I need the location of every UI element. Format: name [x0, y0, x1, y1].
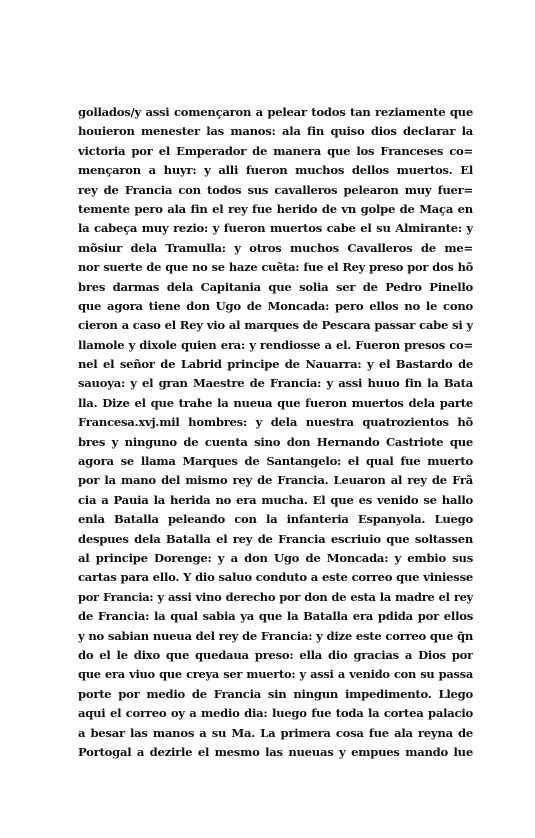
text-line: Portogal a dezirle el mesmo las nueuas y empues mando lue	[78, 744, 473, 759]
text-line: bres darmas dela Capitania que solia ser de Pedro Pinello	[78, 279, 473, 294]
text-line: llamole y dixole quien era: y rendiosse a el. Fueron presos co=	[78, 337, 473, 352]
text-line: porte por medio de Francia sin ningun impedimento. Llego	[78, 686, 473, 701]
text-line: houieron menester las manos: ala fin quiso dios declarar la	[78, 124, 473, 139]
text-line: agora se llama Marques de Santangelo: el qual fue muerto	[78, 454, 473, 469]
text-line: cartas para ello. Y dio saluo conduto a este correo que viniesse	[78, 570, 473, 585]
text-line: a besar las manos a su Ma. La primera cosa fue ala reyna de	[78, 725, 473, 740]
text-line: y no sabian nueua del rey de Francia: y dize este correo que q̃n	[78, 628, 473, 643]
text-line: cieron a caso el Rey vio al marques de Pescara passar cabe si y	[78, 318, 473, 333]
text-line: nor suerte de que no se haze cuẽta: fue el Rey preso por dos hõ	[78, 260, 473, 275]
text-line: sauoya: y el gran Maestre de Francia: y assi huuo fin la Bata	[78, 376, 473, 391]
text-line: aqui el correo oy a medio dia: luego fue toda la cortea palacio	[78, 706, 473, 721]
text-line: que era viuo que creya ser muerto: y assi a venido con su passa	[78, 667, 473, 682]
text-line: Francesa.xvj.mil hombres: y dela nuestra quatrozientos hõ	[78, 415, 473, 430]
text-line: temente pero ala fin el rey fue herido de vn golpe de Maça en	[78, 201, 473, 216]
body-text	[78, 103, 473, 762]
text-line: por Francia: y assi vino derecho por don de esta la madre el rey	[78, 589, 473, 604]
text-line: bres y ninguno de cuenta sino don Hernando Castriote que	[78, 434, 473, 449]
text-line: rey de Francia con todos sus cavalleros pelearon muy fuer=	[78, 182, 473, 197]
text-line: gollados/y assi començaron a pelear todos tan reziamente que	[78, 105, 473, 119]
text-line: al principe Dorenge: y a don Ugo de Moncada: y embio sus	[78, 550, 473, 565]
text-line: nel el señor de Labrid principe de Nauarra: y el Bastardo de	[78, 357, 473, 372]
text-line: enla Batalla peleando con la infanteria Espanyola. Luego	[78, 512, 473, 527]
text-line: de Francia: la qual sabia ya que la Batalla era pdida por ellos	[78, 609, 473, 624]
text-line: mõsiur dela Tramulla: y otros muchos Cavalleros de me=	[78, 240, 473, 255]
text-line: mençaron a huyr: y alli fueron muchos dellos muertos. El	[78, 163, 473, 178]
text-line: por la mano del mismo rey de Francia. Leuaron al rey de Frã	[78, 473, 473, 488]
text-line: la cabeça muy rezio: y fueron muertos cabe el su Almirante: y	[78, 221, 473, 236]
text-line: cia a Pauia la herida no era mucha. El que es venido se hallo	[78, 492, 473, 507]
text-line: do el le dixo que quedaua preso: ella dio gracias a Dios por	[78, 647, 473, 662]
text-line: lla. Dize el que trahe la nueua que fueron muertos dela parte	[78, 395, 473, 410]
text-line: victoria por el Emperador de manera que los Franceses co=	[78, 143, 473, 158]
text-line: despues dela Batalla el rey de Francia escriuio que soltassen	[78, 531, 473, 546]
text-line: que agora tiene don Ugo de Moncada: pero ellos no le cono	[78, 298, 473, 313]
